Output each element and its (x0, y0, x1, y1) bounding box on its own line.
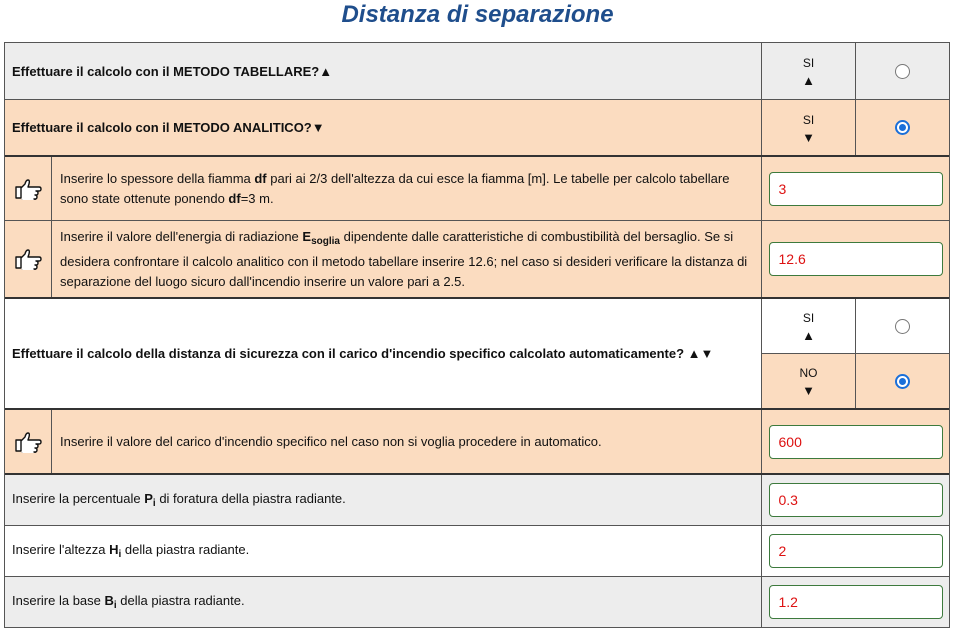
choice-col-analitico (762, 100, 856, 155)
option-si-tabellare (762, 43, 855, 99)
row-carico-incendio (5, 410, 949, 475)
pointing-hand-icon (5, 410, 52, 473)
radio-cell-auto-si (856, 299, 949, 353)
label-text: Inserire l'altezza $H_i$ della piastra radiante. (12, 542, 250, 560)
df-input[interactable] (769, 172, 943, 206)
pointing-hand-icon (14, 248, 42, 270)
choice-col-auto (762, 299, 856, 408)
esoglia-input[interactable] (769, 242, 943, 276)
radio-auto-no[interactable] (895, 374, 910, 389)
row-energia-soglia (5, 221, 949, 299)
arrow-up-icon: ▲ (802, 328, 815, 343)
radio-col-analitico (856, 100, 949, 155)
arrow-down-icon: ▼ (802, 383, 815, 398)
row-metodo-tabellare (5, 43, 949, 100)
row-spessore-fiamma (5, 157, 949, 221)
question-metodo-analitico: Effettuare il calcolo con il METODO ANALITICO?▼ (5, 100, 762, 155)
input-cell-base (762, 577, 949, 627)
percentuale-input[interactable] (769, 483, 943, 517)
description-text: Inserire il valore dell'energia di radiazione $E_{soglia}$ dipendente dalle caratteristiche di combustibilità del bersaglio. Se si desidera confrontare il calcolo analitico con il metodo tabellare inserire 12.6; nel caso si desideri verificare la distanza di separazione del luogo sicuro dall'incendio inserire un valore pari a 2.5. (60, 228, 748, 289)
label-altezza-piastra (5, 526, 762, 576)
choice-col-tabellare (762, 43, 856, 99)
row-percentuale-foratura (5, 475, 949, 526)
carico-input[interactable] (769, 425, 943, 459)
radio-auto-si[interactable] (895, 319, 910, 334)
label-percentuale-foratura (5, 475, 762, 525)
question-metodo-tabellare: Effettuare il calcolo con il METODO TABELLARE?▲ (5, 43, 762, 99)
description-spessore-fiamma (52, 157, 762, 220)
option-no-label: NO (799, 366, 818, 380)
description-energia-soglia (52, 221, 762, 297)
pointing-hand-icon (5, 221, 52, 297)
radio-tabellare-si[interactable] (895, 64, 910, 79)
pointing-hand-icon (14, 178, 42, 200)
radio-col-auto (856, 299, 949, 408)
radio-analitico-si[interactable] (895, 120, 910, 135)
label-text: Inserire la percentuale $P_i$ di foratura della piastra radiante. (12, 491, 346, 509)
question-carico-automatico: Effettuare il calcolo della distanza di sicurezza con il carico d'incendio specifico calcolato automaticamente? ▲▼ (5, 299, 762, 408)
row-base-piastra (5, 577, 949, 628)
input-cell-esoglia (762, 221, 949, 297)
input-cell-df (762, 157, 949, 220)
option-si-auto (762, 299, 855, 353)
base-input[interactable] (769, 585, 943, 619)
description-text: Inserire lo spessore della fiamma df pari ai 2/3 dell'altezza da cui esce la fiamma [m]. Le tabelle per calcolo tabellare sono state ottenute ponendo df=3 m. (60, 170, 730, 206)
arrow-up-icon: ▲ (802, 73, 815, 88)
option-si-label: SI (802, 112, 815, 127)
form-table (4, 42, 950, 628)
label-text: Inserire la base $B_i$ della piastra radiante. (12, 593, 245, 611)
pointing-hand-icon (5, 157, 52, 220)
altezza-input[interactable] (769, 534, 943, 568)
radio-cell-tabellare (856, 43, 949, 99)
radio-col-tabellare (856, 43, 949, 99)
radio-cell-auto-no (856, 353, 949, 408)
pointing-hand-icon (14, 431, 42, 453)
option-no-auto (762, 353, 855, 408)
option-si-label: SI (802, 311, 815, 325)
description-carico-incendio: Inserire il valore del carico d'incendio specifico nel caso non si voglia procedere in automatico. (52, 410, 762, 473)
arrow-down-icon: ▼ (802, 129, 815, 145)
row-metodo-analitico (5, 100, 949, 157)
row-altezza-piastra (5, 526, 949, 577)
option-si-analitico (762, 100, 855, 155)
input-cell-carico (762, 410, 949, 473)
input-cell-percentuale (762, 475, 949, 525)
label-base-piastra (5, 577, 762, 627)
input-cell-altezza (762, 526, 949, 576)
radio-cell-analitico (856, 100, 949, 155)
row-carico-automatico (5, 299, 949, 410)
page-title: Distanza di separazione (341, 1, 614, 28)
option-si-label: SI (802, 56, 815, 70)
